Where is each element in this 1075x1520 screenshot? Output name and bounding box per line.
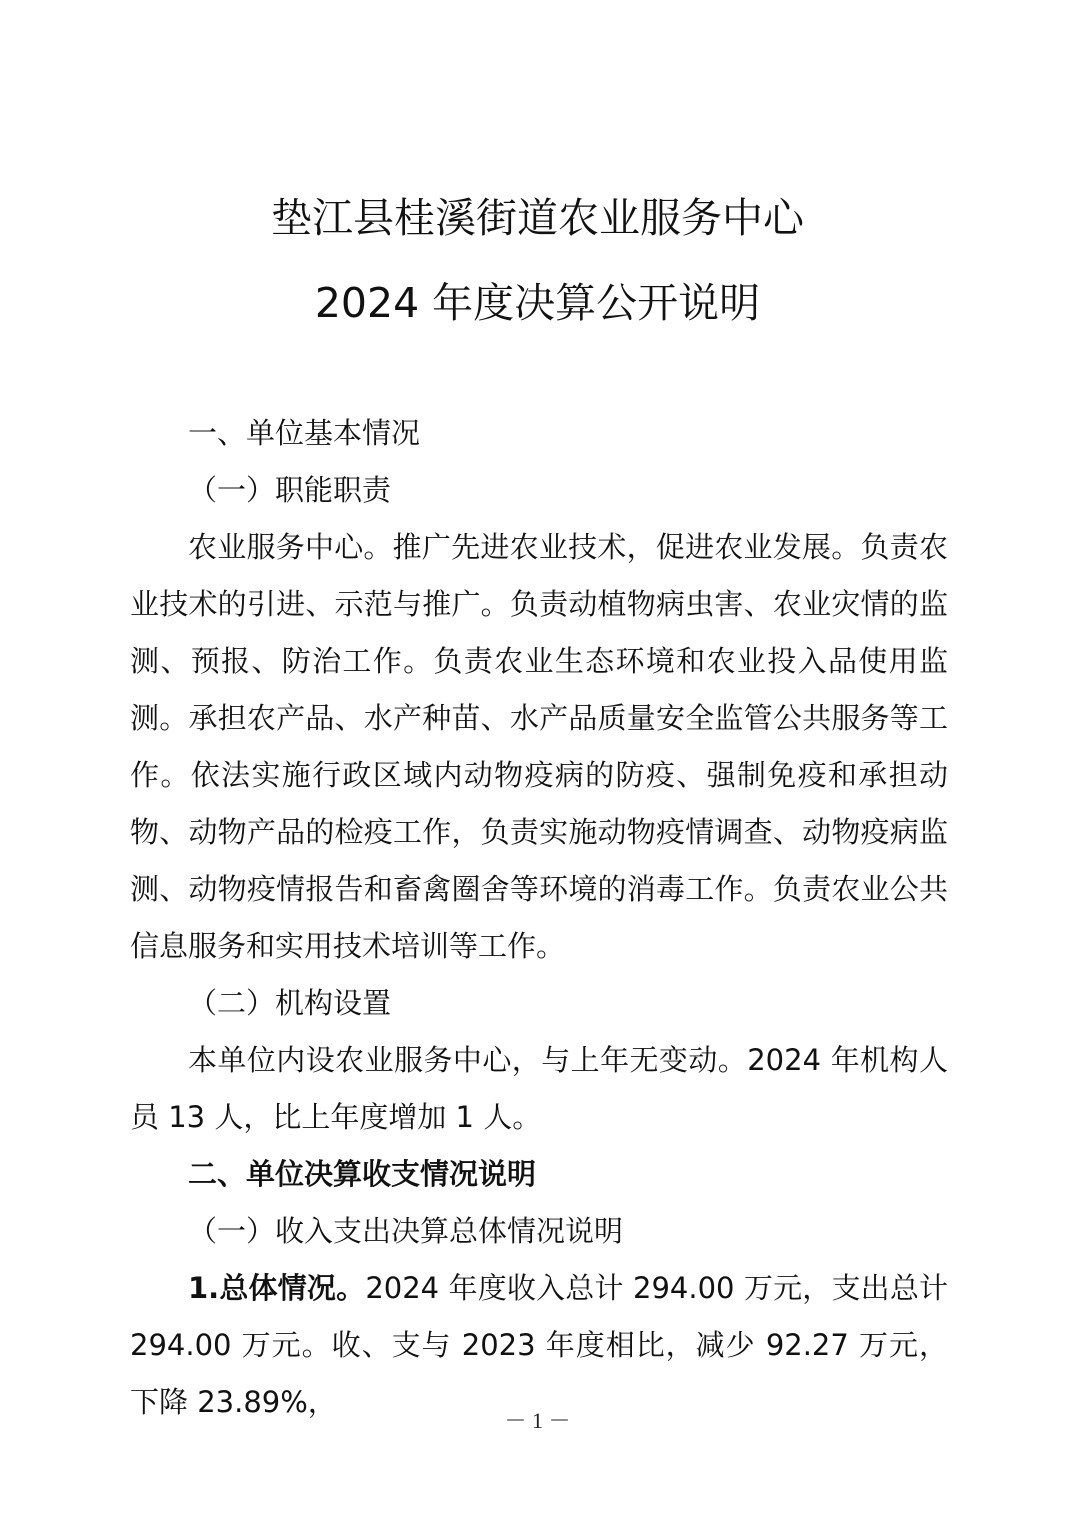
page-number: － 1 － (504, 1408, 571, 1433)
item1-body: 2024 年度收入总计 294.00 万元，支出总计 294.00 万元。收、支与 2023 年度相比，减少 92.27 万元，下降 23.89%， (130, 1271, 948, 1419)
sub3-heading: （一）收入支出决算总体情况说明 (188, 1214, 624, 1248)
document-body (130, 405, 948, 1431)
document-title-line2: 2024 年度决算公开说明 (314, 279, 761, 327)
section1-heading: 一、单位基本情况 (188, 416, 421, 450)
sub2-heading: （二）机构设置 (188, 986, 392, 1020)
sub1-body: 农业服务中心。推广先进农业技术，促进农业发展。负责农业技术的引进、示范与推广。负责动植物病虫害、农业灾情的监测、预报、防治工作。负责农业生态环境和农业投入品使用监测。承担农产品、水产种苗、水产品质量安全监管公共服务等工作。依法实施行政区域内动物疫病的防疫、强制免疫和承担动物、动物产品的检疫工作，负责实施动物疫情调查、动物疫病监测、动物疫情报告和畜禽圈舍等环境的消毒工作。负责农业公共信息服务和实用技术培训等工作。 (130, 530, 948, 963)
item1-lead: 1.总体情况。 (188, 1271, 366, 1305)
section2-heading: 二、单位决算收支情况说明 (188, 1157, 537, 1191)
sub1-heading: （一）职能职责 (188, 473, 392, 507)
sub2-body: 本单位内设农业服务中心，与上年无变动。2024 年机构人员 13 人，比上年度增加 1 人。 (130, 1043, 948, 1134)
document-title-line1: 垫江县桂溪街道农业服务中心 (271, 194, 804, 242)
